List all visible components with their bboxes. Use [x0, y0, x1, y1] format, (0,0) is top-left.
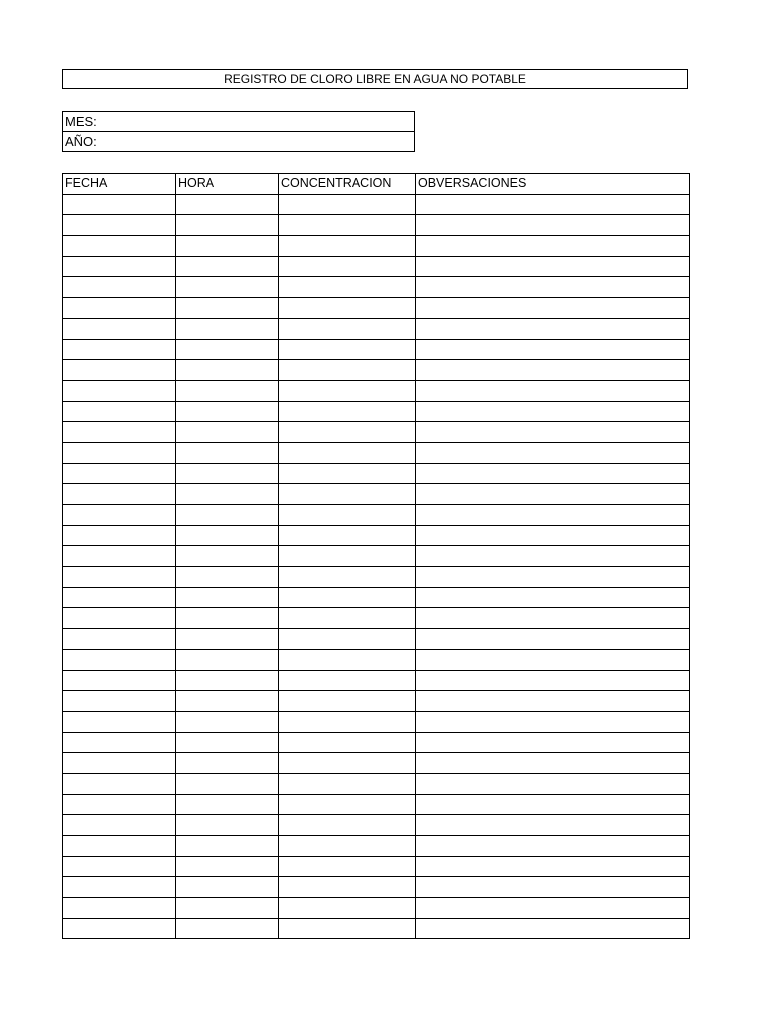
observaciones-cell[interactable] [416, 691, 690, 712]
table-row [63, 753, 690, 774]
concentracion-cell[interactable] [279, 918, 416, 939]
fecha-cell[interactable] [63, 587, 176, 608]
hora-cell[interactable] [176, 401, 279, 422]
observaciones-cell[interactable] [416, 670, 690, 691]
table-row [63, 401, 690, 422]
fecha-cell[interactable] [63, 380, 176, 401]
hora-cell[interactable] [176, 815, 279, 836]
hora-cell[interactable] [176, 298, 279, 319]
hora-cell[interactable] [176, 670, 279, 691]
hora-cell[interactable] [176, 856, 279, 877]
observaciones-cell[interactable] [416, 836, 690, 857]
concentracion-cell[interactable] [279, 711, 416, 732]
table-row [63, 815, 690, 836]
fecha-cell[interactable] [63, 401, 176, 422]
concentracion-cell[interactable] [279, 360, 416, 381]
table-row [63, 256, 690, 277]
concentracion-cell[interactable] [279, 794, 416, 815]
document-title: REGISTRO DE CLORO LIBRE EN AGUA NO POTABLE [62, 69, 688, 89]
fecha-cell[interactable] [63, 836, 176, 857]
hora-cell[interactable] [176, 194, 279, 215]
hora-cell[interactable] [176, 732, 279, 753]
fecha-cell[interactable] [63, 360, 176, 381]
observaciones-cell[interactable] [416, 753, 690, 774]
concentracion-cell[interactable] [279, 670, 416, 691]
hora-cell[interactable] [176, 422, 279, 443]
hora-cell[interactable] [176, 277, 279, 298]
hora-cell[interactable] [176, 877, 279, 898]
concentracion-cell[interactable] [279, 256, 416, 277]
table-row [63, 463, 690, 484]
observaciones-cell[interactable] [416, 877, 690, 898]
year-label: AÑO: [65, 134, 97, 149]
table-row [63, 711, 690, 732]
table-row [63, 215, 690, 236]
fecha-cell[interactable] [63, 463, 176, 484]
observaciones-cell[interactable] [416, 587, 690, 608]
fecha-cell[interactable] [63, 277, 176, 298]
observaciones-cell[interactable] [416, 732, 690, 753]
hora-cell[interactable] [176, 318, 279, 339]
observaciones-cell[interactable] [416, 711, 690, 732]
observaciones-cell[interactable] [416, 505, 690, 526]
header-hora: HORA [176, 174, 279, 195]
header-row [63, 174, 690, 195]
fecha-cell[interactable] [63, 546, 176, 567]
fecha-cell[interactable] [63, 773, 176, 794]
concentracion-cell[interactable] [279, 691, 416, 712]
concentracion-cell[interactable] [279, 629, 416, 650]
fecha-cell[interactable] [63, 339, 176, 360]
concentracion-cell[interactable] [279, 567, 416, 588]
concentracion-cell[interactable] [279, 836, 416, 857]
observaciones-cell[interactable] [416, 256, 690, 277]
table-row [63, 918, 690, 939]
table-row [63, 794, 690, 815]
hora-cell[interactable] [176, 836, 279, 857]
concentracion-cell[interactable] [279, 608, 416, 629]
observaciones-cell[interactable] [416, 546, 690, 567]
fecha-cell[interactable] [63, 442, 176, 463]
fecha-cell[interactable] [63, 318, 176, 339]
hora-cell[interactable] [176, 484, 279, 505]
concentracion-cell[interactable] [279, 732, 416, 753]
fecha-cell[interactable] [63, 649, 176, 670]
fecha-cell[interactable] [63, 877, 176, 898]
fecha-cell[interactable] [63, 732, 176, 753]
header-fecha: FECHA [63, 174, 176, 195]
hora-cell[interactable] [176, 339, 279, 360]
observaciones-cell[interactable] [416, 215, 690, 236]
observaciones-cell[interactable] [416, 484, 690, 505]
observaciones-cell[interactable] [416, 649, 690, 670]
hora-cell[interactable] [176, 898, 279, 919]
concentracion-cell[interactable] [279, 277, 416, 298]
fecha-cell[interactable] [63, 753, 176, 774]
observaciones-cell[interactable] [416, 360, 690, 381]
fecha-cell[interactable] [63, 525, 176, 546]
table-row [63, 587, 690, 608]
concentracion-cell[interactable] [279, 298, 416, 319]
table-row [63, 505, 690, 526]
concentracion-cell[interactable] [279, 898, 416, 919]
fecha-cell[interactable] [63, 670, 176, 691]
table-row [63, 422, 690, 443]
table-row [63, 525, 690, 546]
hora-cell[interactable] [176, 236, 279, 257]
fecha-cell[interactable] [63, 194, 176, 215]
hora-cell[interactable] [176, 918, 279, 939]
month-row [63, 112, 415, 132]
month-field[interactable] [63, 112, 415, 132]
observaciones-cell[interactable] [416, 422, 690, 443]
observaciones-cell[interactable] [416, 815, 690, 836]
hora-cell[interactable] [176, 463, 279, 484]
chlorine-log-table [62, 173, 690, 939]
year-row [63, 132, 415, 152]
hora-cell[interactable] [176, 691, 279, 712]
concentracion-cell[interactable] [279, 856, 416, 877]
hora-cell[interactable] [176, 380, 279, 401]
observaciones-cell[interactable] [416, 567, 690, 588]
concentracion-cell[interactable] [279, 339, 416, 360]
hora-cell[interactable] [176, 567, 279, 588]
fecha-cell[interactable] [63, 815, 176, 836]
table-row [63, 691, 690, 712]
table-row [63, 670, 690, 691]
table-row [63, 856, 690, 877]
fecha-cell[interactable] [63, 711, 176, 732]
meta-table [62, 111, 415, 152]
table-row [63, 298, 690, 319]
observaciones-cell[interactable] [416, 794, 690, 815]
observaciones-cell[interactable] [416, 629, 690, 650]
table-row [63, 318, 690, 339]
concentracion-cell[interactable] [279, 649, 416, 670]
table-row [63, 898, 690, 919]
concentracion-cell[interactable] [279, 422, 416, 443]
hora-cell[interactable] [176, 215, 279, 236]
hora-cell[interactable] [176, 629, 279, 650]
observaciones-cell[interactable] [416, 608, 690, 629]
table-row [63, 277, 690, 298]
fecha-cell[interactable] [63, 215, 176, 236]
hora-cell[interactable] [176, 546, 279, 567]
table-row [63, 877, 690, 898]
observaciones-cell[interactable] [416, 773, 690, 794]
fecha-cell[interactable] [63, 484, 176, 505]
fecha-cell[interactable] [63, 608, 176, 629]
table-row [63, 546, 690, 567]
concentracion-cell[interactable] [279, 773, 416, 794]
hora-cell[interactable] [176, 711, 279, 732]
table-row [63, 484, 690, 505]
header-concentracion: CONCENTRACION [279, 174, 416, 195]
observaciones-cell[interactable] [416, 298, 690, 319]
hora-cell[interactable] [176, 442, 279, 463]
observaciones-cell[interactable] [416, 194, 690, 215]
hora-cell[interactable] [176, 360, 279, 381]
hora-cell[interactable] [176, 608, 279, 629]
observaciones-cell[interactable] [416, 442, 690, 463]
observaciones-cell[interactable] [416, 856, 690, 877]
fecha-cell[interactable] [63, 794, 176, 815]
concentracion-cell[interactable] [279, 401, 416, 422]
fecha-cell[interactable] [63, 422, 176, 443]
concentracion-cell[interactable] [279, 525, 416, 546]
hora-cell[interactable] [176, 256, 279, 277]
hora-cell[interactable] [176, 794, 279, 815]
fecha-cell[interactable] [63, 567, 176, 588]
concentracion-cell[interactable] [279, 877, 416, 898]
concentracion-cell[interactable] [279, 463, 416, 484]
observaciones-cell[interactable] [416, 380, 690, 401]
observaciones-cell[interactable] [416, 525, 690, 546]
hora-cell[interactable] [176, 587, 279, 608]
hora-cell[interactable] [176, 753, 279, 774]
concentracion-cell[interactable] [279, 753, 416, 774]
year-field[interactable] [63, 132, 415, 152]
observaciones-cell[interactable] [416, 463, 690, 484]
hora-cell[interactable] [176, 649, 279, 670]
table-row [63, 339, 690, 360]
concentracion-cell[interactable] [279, 194, 416, 215]
concentracion-cell[interactable] [279, 815, 416, 836]
observaciones-cell[interactable] [416, 918, 690, 939]
fecha-cell[interactable] [63, 298, 176, 319]
log-body [63, 194, 690, 939]
observaciones-cell[interactable] [416, 401, 690, 422]
fecha-cell[interactable] [63, 629, 176, 650]
table-row [63, 836, 690, 857]
table-row [63, 732, 690, 753]
table-row [63, 194, 690, 215]
fecha-cell[interactable] [63, 691, 176, 712]
fecha-cell[interactable] [63, 256, 176, 277]
hora-cell[interactable] [176, 525, 279, 546]
table-row [63, 629, 690, 650]
concentracion-cell[interactable] [279, 546, 416, 567]
concentracion-cell[interactable] [279, 215, 416, 236]
table-row [63, 567, 690, 588]
observaciones-cell[interactable] [416, 236, 690, 257]
table-row [63, 380, 690, 401]
table-row [63, 236, 690, 257]
observaciones-cell[interactable] [416, 898, 690, 919]
concentracion-cell[interactable] [279, 484, 416, 505]
fecha-cell[interactable] [63, 505, 176, 526]
observaciones-cell[interactable] [416, 339, 690, 360]
fecha-cell[interactable] [63, 236, 176, 257]
concentracion-cell[interactable] [279, 442, 416, 463]
concentracion-cell[interactable] [279, 505, 416, 526]
hora-cell[interactable] [176, 505, 279, 526]
month-label: MES: [65, 114, 97, 129]
hora-cell[interactable] [176, 773, 279, 794]
concentracion-cell[interactable] [279, 318, 416, 339]
table-row [63, 608, 690, 629]
observaciones-cell[interactable] [416, 318, 690, 339]
header-observaciones: OBVERSACIONES [416, 174, 690, 195]
observaciones-cell[interactable] [416, 277, 690, 298]
table-row [63, 773, 690, 794]
table-row [63, 442, 690, 463]
table-row [63, 360, 690, 381]
concentracion-cell[interactable] [279, 380, 416, 401]
concentracion-cell[interactable] [279, 236, 416, 257]
fecha-cell[interactable] [63, 898, 176, 919]
concentracion-cell[interactable] [279, 587, 416, 608]
table-row [63, 649, 690, 670]
fecha-cell[interactable] [63, 918, 176, 939]
fecha-cell[interactable] [63, 856, 176, 877]
